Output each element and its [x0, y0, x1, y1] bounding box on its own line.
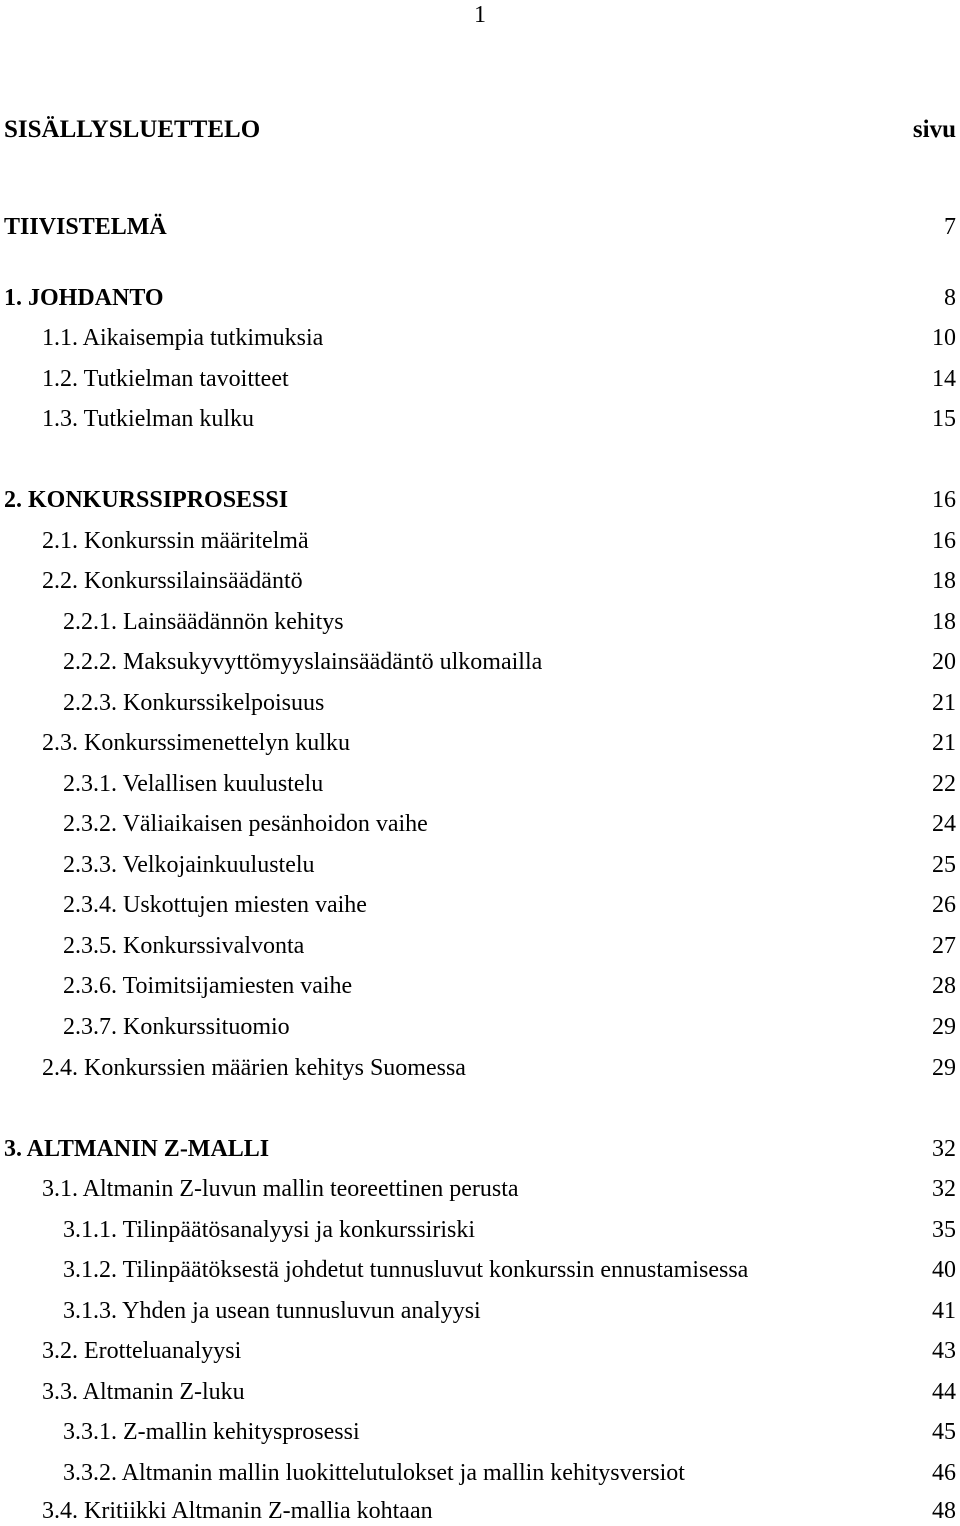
toc-entry-page: 45 [932, 1419, 956, 1445]
toc-entry-label: 3.1.3. Yhden ja usean tunnusluvun analyysi [63, 1298, 481, 1324]
toc-entry-page: 28 [932, 973, 956, 999]
toc-entry-label: 3.4. Kritiikki Altmanin Z-mallia kohtaan [42, 1498, 433, 1524]
toc-entry[interactable] [0, 1458, 960, 1488]
toc-entry-page: 22 [932, 771, 956, 797]
toc-entry-page: 24 [932, 811, 956, 837]
toc-entry[interactable] [0, 1174, 960, 1204]
toc-entry-page: 20 [932, 649, 956, 675]
toc-entry[interactable] [0, 566, 960, 596]
toc-entry-page: 44 [932, 1379, 956, 1405]
toc-entry[interactable] [0, 688, 960, 718]
toc-entry[interactable] [0, 647, 960, 677]
toc-entry-label: 1. JOHDANTO [4, 285, 164, 311]
toc-entry-label: 3.1.1. Tilinpäätösanalyysi ja konkurssiriski [63, 1217, 476, 1243]
toc-entry-label: 2. KONKURSSIPROSESSI [4, 487, 289, 513]
toc-entry[interactable] [0, 485, 960, 515]
toc-entry-label: 1.3. Tutkielman kulku [42, 406, 255, 432]
toc-entry-page: 21 [932, 730, 956, 756]
toc-entry-label: 2.3.6. Toimitsijamiesten vaihe [63, 973, 353, 999]
toc-entry-page: 21 [932, 690, 956, 716]
toc-entry-page: 41 [932, 1298, 956, 1324]
toc-entry[interactable] [0, 1012, 960, 1042]
toc-entry-page: 48 [932, 1498, 956, 1524]
toc-entry[interactable] [0, 1336, 960, 1366]
toc-entry[interactable] [0, 728, 960, 758]
toc-entry-label: 1.1. Aikaisempia tutkimuksia [42, 325, 324, 351]
toc-page-column-label: sivu [912, 116, 956, 143]
toc-entry-label: 3.2. Erotteluanalyysi [42, 1338, 242, 1364]
toc-entry-label: 2.2.1. Lainsäädännön kehitys [63, 609, 344, 635]
toc-entry[interactable] [0, 212, 960, 242]
toc-entry[interactable] [0, 1134, 960, 1164]
toc-entry[interactable] [0, 1496, 960, 1526]
toc-entry-page: 15 [932, 406, 956, 432]
toc-entry-label: 2.3.7. Konkurssituomio [63, 1014, 290, 1040]
toc-entry[interactable] [0, 1296, 960, 1326]
toc-entry-page: 14 [932, 366, 956, 392]
toc-entry-label: 2.3.4. Uskottujen miesten vaihe [63, 892, 367, 918]
toc-entry-label: 3.3.1. Z-mallin kehitysprosessi [63, 1419, 360, 1445]
toc-entry-page: 46 [932, 1460, 956, 1486]
toc-title: SISÄLLYSLUETTELO [4, 116, 261, 143]
toc-entry[interactable] [0, 890, 960, 920]
toc-entry[interactable] [0, 1215, 960, 1245]
toc-entry-label: 3.1.2. Tilinpäätöksestä johdetut tunnusluvut konkurssin ennustamisessa [63, 1257, 749, 1283]
toc-entry-label: 3.1. Altmanin Z-luvun mallin teoreettinen perusta [42, 1176, 519, 1202]
toc-entry-label: 2.3.3. Velkojainkuulustelu [63, 852, 315, 878]
toc-entry[interactable] [0, 364, 960, 394]
toc-entry[interactable] [0, 931, 960, 961]
toc-entry[interactable] [0, 1377, 960, 1407]
toc-entry-label: 3.3. Altmanin Z-luku [42, 1379, 245, 1405]
toc-entry-label: 1.2. Tutkielman tavoitteet [42, 366, 289, 392]
toc-entry-label: 2.2.2. Maksukyvyttömyyslainsäädäntö ulkomailla [63, 649, 543, 675]
toc-entry[interactable] [0, 1255, 960, 1285]
toc-entry-label: 2.3.1. Velallisen kuulustelu [63, 771, 324, 797]
toc-entry-label: 2.4. Konkurssien määrien kehitys Suomessa [42, 1055, 466, 1081]
toc-entry-page: 32 [932, 1176, 956, 1202]
toc-entry[interactable] [0, 283, 960, 313]
toc-entry[interactable] [0, 809, 960, 839]
toc-entry-page: 8 [944, 285, 956, 311]
toc-entry[interactable] [0, 850, 960, 880]
toc-entry-page: 27 [932, 933, 956, 959]
toc-entry[interactable] [0, 323, 960, 353]
toc-entry-label: 2.2. Konkurssilainsäädäntö [42, 568, 303, 594]
toc-entry-page: 43 [932, 1338, 956, 1364]
toc-entry[interactable] [0, 971, 960, 1001]
toc-entry[interactable] [0, 404, 960, 434]
toc-entry-label: 2.3.2. Väliaikaisen pesänhoidon vaihe [63, 811, 428, 837]
page-number: 1 [474, 2, 486, 28]
toc-entry-page: 16 [932, 487, 956, 513]
toc-entry-label: 2.1. Konkurssin määritelmä [42, 528, 309, 554]
toc-entry-page: 25 [932, 852, 956, 878]
toc-entry[interactable] [0, 1417, 960, 1447]
toc-entry-label: 2.3.5. Konkurssivalvonta [63, 933, 305, 959]
toc-entry-page: 10 [932, 325, 956, 351]
toc-entry-page: 32 [932, 1136, 956, 1162]
toc-entry[interactable] [0, 607, 960, 637]
toc-entry-label: 3.3.2. Altmanin mallin luokittelutulokset ja mallin kehitysversiot [63, 1460, 685, 1486]
toc-entry-page: 40 [932, 1257, 956, 1283]
toc-entry[interactable] [0, 526, 960, 556]
toc-entry-label: 2.3. Konkurssimenettelyn kulku [42, 730, 350, 756]
toc-header [4, 116, 956, 144]
toc-entry-page: 29 [932, 1014, 956, 1040]
toc-entry[interactable] [0, 1053, 960, 1083]
toc-entry-page: 16 [932, 528, 956, 554]
toc-entry-page: 35 [932, 1217, 956, 1243]
toc-entry-label: 3. ALTMANIN Z-MALLI [4, 1136, 270, 1162]
toc-entry-page: 18 [932, 609, 956, 635]
toc-entry-page: 7 [944, 214, 956, 240]
toc-entry[interactable] [0, 769, 960, 799]
toc-entry-page: 26 [932, 892, 956, 918]
toc-entry-label: 2.2.3. Konkurssikelpoisuus [63, 690, 325, 716]
toc-entry-label: TIIVISTELMÄ [4, 214, 167, 240]
toc-entry-page: 18 [932, 568, 956, 594]
toc-entry-page: 29 [932, 1055, 956, 1081]
